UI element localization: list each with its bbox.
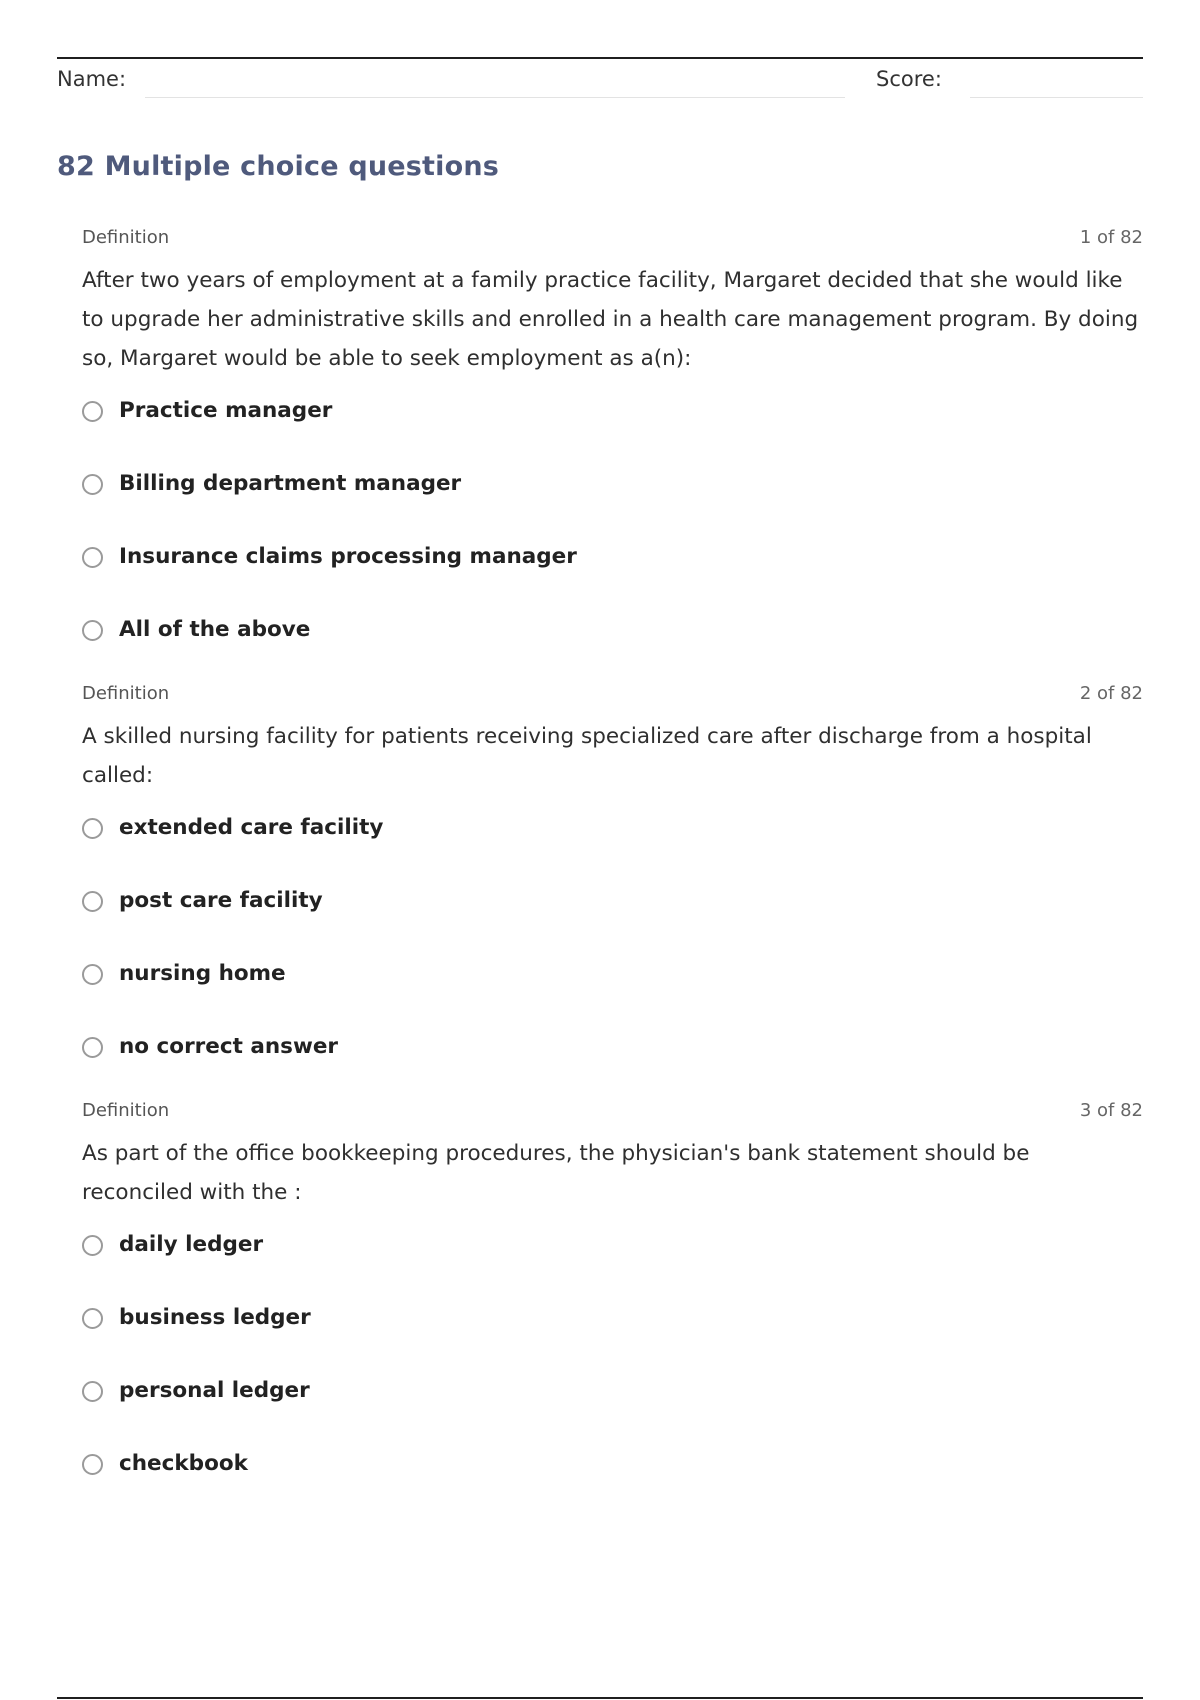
radio-button[interactable] [82,964,103,985]
answer-option[interactable] [82,538,1143,611]
answer-option[interactable] [82,882,1143,955]
radio-button[interactable] [82,1235,103,1256]
answer-option[interactable] [82,611,1143,657]
question-type: Definition [82,683,170,704]
answer-label: daily ledger [119,1232,264,1257]
radio-button[interactable] [82,818,103,839]
radio-button[interactable] [82,1308,103,1329]
page-title: 82 Multiple choice questions [57,151,500,182]
answer-label: post care facility [119,888,323,913]
answer-label: personal ledger [119,1378,310,1403]
answer-option[interactable] [82,1226,1143,1299]
bottom-rule [57,1697,1143,1699]
answer-option[interactable] [82,1372,1143,1445]
answer-option[interactable] [82,809,1143,882]
answer-label: Billing department manager [119,471,462,496]
answer-label: Insurance claims processing manager [119,544,577,569]
answer-label: business ledger [119,1305,311,1330]
answer-label: no correct answer [119,1034,339,1059]
question-type: Definition [82,227,170,248]
radio-button[interactable] [82,547,103,568]
answer-label: checkbook [119,1451,248,1476]
question-type: Definition [82,1100,170,1121]
answer-label: extended care facility [119,815,384,840]
question-counter: 1 of 82 [1079,227,1143,248]
worksheet-page [57,57,1143,1476]
question-1 [82,227,1143,657]
radio-button[interactable] [82,620,103,641]
radio-button[interactable] [82,891,103,912]
question-text: A skilled nursing facility for patients receiving specialized care after discharge from a hospital called: [82,724,1092,788]
name-field[interactable] [145,97,845,98]
answer-option[interactable] [82,392,1143,465]
question-header [82,1100,1143,1134]
question-counter: 3 of 82 [1079,1100,1143,1121]
question-counter: 2 of 82 [1079,683,1143,704]
radio-button[interactable] [82,401,103,422]
answer-option[interactable] [82,465,1143,538]
question-header [82,683,1143,717]
question-2 [82,683,1143,1074]
answer-option[interactable] [82,1028,1143,1074]
question-text: As part of the office bookkeeping procedures, the physician's bank statement should be reconciled with the : [82,1141,1030,1205]
radio-button[interactable] [82,1381,103,1402]
answer-option[interactable] [82,1299,1143,1372]
answer-option[interactable] [82,955,1143,1028]
answer-label: All of the above [119,617,311,642]
score-label: Score: [876,67,942,91]
answer-option[interactable] [82,1445,1143,1491]
question-list [82,227,1143,1517]
question-header [82,227,1143,261]
radio-button[interactable] [82,1454,103,1475]
question-text: After two years of employment at a family practice facility, Margaret decided that she would like to upgrade her administrative skills and enrolled in a health care management program. By doing so, Margaret would be able to seek employment as a(n): [82,268,1139,371]
question-3 [82,1100,1143,1491]
score-field[interactable] [970,97,1143,98]
radio-button[interactable] [82,1037,103,1058]
name-label: Name: [57,67,127,91]
answer-label: Practice manager [119,398,333,423]
answer-label: nursing home [119,961,286,986]
radio-button[interactable] [82,474,103,495]
worksheet-header [57,59,1143,101]
